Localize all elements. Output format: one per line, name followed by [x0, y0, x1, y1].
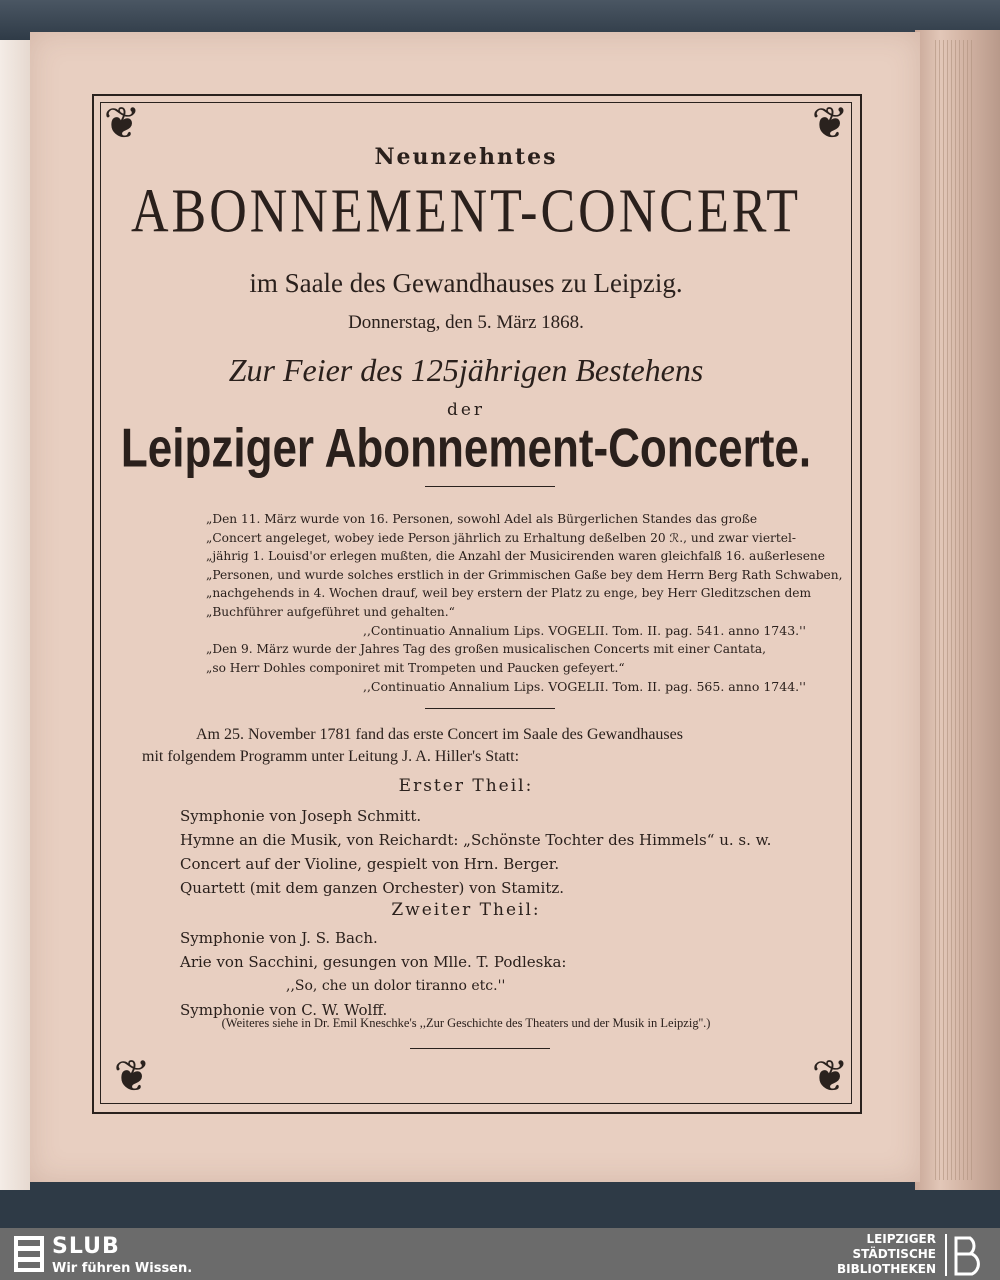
library-name-line: BIBLIOTHEKEN — [836, 1262, 936, 1276]
program-item: Symphonie von Joseph Schmitt. — [180, 807, 422, 825]
library-name-line: LEIPZIGER — [866, 1232, 936, 1246]
corner-ornament-icon: ❦ — [113, 1051, 151, 1102]
program-item: Quartett (mit dem ganzen Orchester) von Stamitz. — [180, 879, 565, 897]
page-title: ABONNEMENT-CONCERT — [130, 177, 802, 246]
der-line: der — [446, 400, 486, 420]
quote-line: „Personen, und wurde solches erstlich in der Grimmischen Gaße bey dem Herrn Berg Rath Schwaben, — [206, 567, 843, 582]
library-logo-icon[interactable] — [944, 1232, 990, 1278]
library-name-line: STÄDTISCHE — [852, 1247, 936, 1261]
part-2-heading: Zweiter Theil: — [391, 900, 541, 920]
reference-note: (Weiteres siehe in Dr. Emil Kneschke's ,,Zur Geschichte des Theaters und der Musik in Leipzig''.) — [221, 1016, 711, 1030]
program-item: Arie von Sacchini, gesungen von Mlle. T. Podleska: — [180, 953, 567, 971]
history-line: Am 25. November 1781 fand das erste Concert im Saale des Gewandhauses — [196, 726, 683, 743]
quote-1735 — [206, 510, 843, 696]
page-edge-lines — [935, 40, 975, 1180]
program-item: Symphonie von C. W. Wolff. — [180, 1001, 388, 1019]
divider — [410, 1048, 550, 1049]
corner-ornament-icon: ❦ — [811, 1051, 849, 1102]
corner-ornament-icon: ❦ — [103, 98, 141, 149]
divider — [425, 486, 555, 487]
quote-line: „Den 9. März wurde der Jahres Tag des großen musicalischen Concerts mit einer Cantata, — [206, 642, 767, 656]
slub-title[interactable]: SLUB — [52, 1234, 120, 1259]
quote-line: „Concert angeleget, wobey iede Person jährlich zu Erhaltung deßelben 20 ℛ., und zwar viertel- — [206, 530, 796, 545]
concert-program-page — [30, 32, 920, 1182]
footer-bar — [0, 1228, 1000, 1280]
quote-line: „Buchführer aufgeführet und gehalten.“ — [206, 604, 455, 619]
program-item: ,,So, che un dolor tiranno etc.'' — [286, 978, 506, 994]
concert-number: Neunzehntes — [374, 144, 558, 170]
facing-page-edge — [0, 40, 30, 1190]
program-item: Concert auf der Violine, gespielt von Hrn. Berger. — [180, 855, 560, 873]
leipzig-library-name[interactable] — [837, 1232, 936, 1277]
quote-line: „jährig 1. Louisd'or erlegen mußten, die Anzahl der Musicirenden waren gleichfalß 16. außerlesene — [206, 549, 825, 563]
subtitle: Leipziger Abonnement-Concerte. — [120, 417, 812, 479]
divider — [425, 708, 555, 709]
quote-line: „Den 11. März wurde von 16. Personen, sowohl Adel als Bürgerlichen Standes das große — [206, 512, 758, 526]
corner-ornament-icon: ❦ — [811, 98, 849, 149]
citation: ,,Continuatio Annalium Lips. VOGELII. Tom. II. pag. 565. anno 1744.'' — [362, 679, 806, 694]
program-item: Hymne an die Musik, von Reichardt: „Schönste Tochter des Himmels“ u. s. w. — [180, 831, 772, 849]
history-line: mit folgendem Programm unter Leitung J. A. Hiller's Statt: — [142, 748, 520, 765]
part-1-heading: Erster Theil: — [398, 776, 534, 796]
quote-line: „so Herr Dohles componiret mit Trompeten und Paucken gefeyert.“ — [206, 660, 625, 675]
slub-logo-icon[interactable] — [14, 1236, 44, 1272]
citation: ,,Continuatio Annalium Lips. VOGELII. Tom. II. pag. 541. anno 1743.'' — [362, 623, 806, 638]
slub-tagline: Wir führen Wissen. — [52, 1261, 193, 1276]
quote-line: „nachgehends in 4. Wochen drauf, weil bey erstern der Platz zu enge, bey Herr Gleditzschen dem — [206, 586, 812, 600]
celebration-line: Zur Feier des 125jährigen Bestehens — [228, 352, 704, 388]
program-item: Symphonie von J. S. Bach. — [180, 929, 378, 947]
date-line: Donnerstag, den 5. März 1868. — [348, 312, 584, 333]
venue-line: im Saale des Gewandhauses zu Leipzig. — [249, 268, 683, 298]
